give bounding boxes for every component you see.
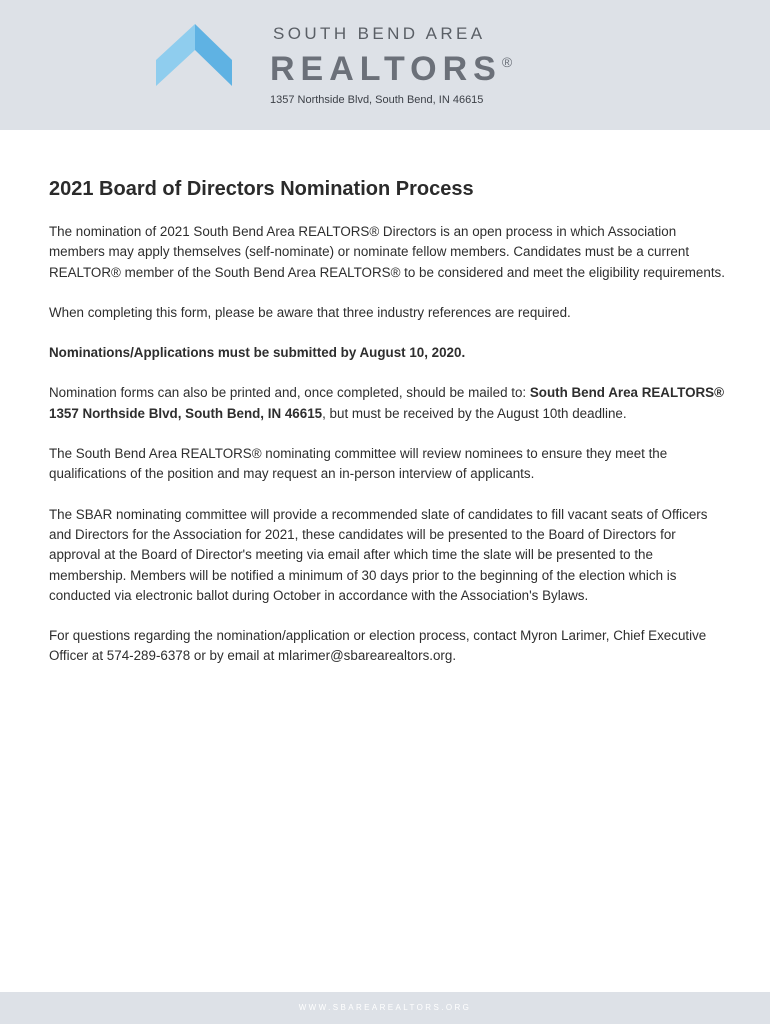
paragraph-deadline [49,343,729,363]
mailing-address: South Bend Area REALTORS® 1357 Northside Blvd, South Bend, IN 46615 [49,385,724,421]
paragraph-contact: For questions regarding the nomination/application or election process, contact Myron Larimer, Chief Executive Officer at 574-289-6378 or by email at mlarimer@sbarearealtors.org. [49,628,707,664]
paragraph-slate: The SBAR nominating committee will provide a recommended slate of candidates to fill vacant seats of Officers and Directors for the Association for 2021, these candidates will be presented to the Board of Directors for approval at the Board of Director's meeting via email after which time the slate will be presented to the membership. Members will be notified a minimum of 30 days prior to the beginning of the election which is conducted via electronic ballot during October in accordance with the Association's Bylaws. [49,506,708,603]
org-name-top: SOUTH BEND AREA [273,24,486,43]
letterhead-band [0,0,770,130]
registered-mark: ® [501,54,513,70]
document-body [49,176,729,687]
org-address: 1357 Northside Blvd, South Bend, IN 46615 [270,94,484,106]
deadline-text: Nominations/Applications must be submitted by August 10, 2020. [49,345,466,361]
org-name-main [270,50,512,89]
mailing-text-end: , but must be received by the August 10th deadline. [322,405,627,421]
footer-website: WWW.SBAREAREALTORS.ORG [298,1003,472,1012]
org-name-main-text: REALTORS [270,50,502,88]
paragraph-mailing [49,383,729,424]
document-title: 2021 Board of Directors Nomination Process [49,178,474,200]
footer-band [0,992,770,1024]
paragraph-review: The South Bend Area REALTORS® nominating committee will review nominees to ensure they meet the qualifications of the position and may request an in-person interview of applicants. [49,446,668,482]
paragraph-references: When completing this form, please be aware that three industry references are required. [49,304,571,320]
mailing-text-start: Nomination forms can also be printed and, once completed, should be mailed to: [49,385,530,401]
paragraph-intro: The nomination of 2021 South Bend Area REALTORS® Directors is an open process in which Association members may apply themselves (self-nominate) or nominate fellow members. Candidates must be a current REALTOR® member of the South Bend Area REALTORS® to be considered and meet the eligibility requirements. [49,224,725,280]
roof-chevron-icon [156,24,234,88]
